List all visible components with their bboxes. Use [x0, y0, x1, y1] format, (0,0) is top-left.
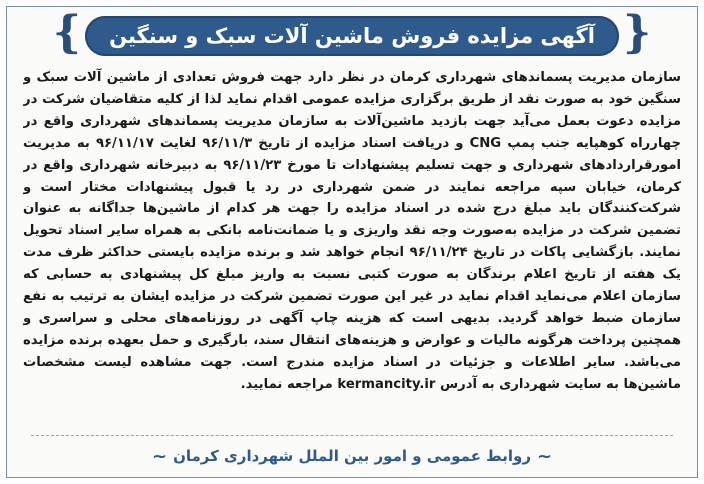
- title-brace-left: {: [52, 7, 82, 58]
- footer-tilde-left: ~: [151, 445, 168, 467]
- footer-tilde-right: ~: [536, 445, 553, 467]
- footer-divider: [31, 435, 673, 436]
- title-bar: [7, 7, 697, 59]
- notice-frame: [6, 6, 698, 478]
- footer: [7, 439, 697, 473]
- notice-body: سازمان مدیریت پسماندهای شهرداری کرمان در نظر دارد جهت فروش تعدادی از ماشین آلات سبک و سنگین خود به صورت نقد از طریق برگزاری مزایده عمومی اقدام نماید لذا از کلیه متقاضیان شرکت در مزایده دعوت بعمل می‌آید جهت بازدید ماشین‌آلات به سازمان مدیریت پسماندهای شهرداری واقع در چهارراه کوهپایه جنب پمپ CNG و دریافت اسناد مزایده از تاریخ ۹۶/۱۱/۳ لغایت ۹۶/۱۱/۱۷ به مدیریت امورقراردادهای شهرداری و جهت تسلیم پیشنهادات تا مورخ ۹۶/۱۱/۲۳ به دبیرخانه شهرداری واقع در کرمان، خیابان سپه مراجعه نمایند در ضمن شهرداری در رد یا قبول پیشنهادات مختار است و شرکت‌کنندگان باید مبلغ درج شده در اسناد مزایده را جهت هر کدام از ماشین‌ها جداگانه به عنوان تضمین شرکت در مزایده به‌صورت وجه نقد واریزی و یا ضمانت‌نامه بانکی به همراه سایر اسناد تحویل نمایند. بازگشایی پاکات در تاریخ ۹۶/۱۱/۲۴ انجام خواهد شد و برنده مزایده بایستی حداکثر ظرف مدت یک هفته از تاریخ اعلام برندگان به صورت کتبی نسبت به واریز مبلغ کل پیشنهادی به حسابی که سازمان اعلام می‌نماید اقدام نماید در غیر این صورت تضمین شرکت در مزایده ایشان به ترتیب به نفع سازمان ضبط خواهد گردید. بدیهی است که هزینه چاپ آگهی در روزنامه‌های محلی و سراسری و همچنین پرداخت هرگونه مالیات و عوارض و هزینه‌های انتقال سند، بارگیری و حمل بعهده برنده مزایده می‌باشد. سایر اطلاعات و جزئیات در اسناد مزایده مندرج است. جهت مشاهده لیست مشخصات ماشین‌ها به سایت شهرداری به آدرس kermancity.ir مراجعه نمایید.: [23, 70, 681, 392]
- footer-signature: روابط عمومی و امور بین الملل شهرداری کرمان: [173, 447, 531, 465]
- notice-title: آگهی مزایده فروش ماشین آلات سبک و سنگین: [85, 16, 619, 56]
- title-brace-right: }: [622, 7, 652, 58]
